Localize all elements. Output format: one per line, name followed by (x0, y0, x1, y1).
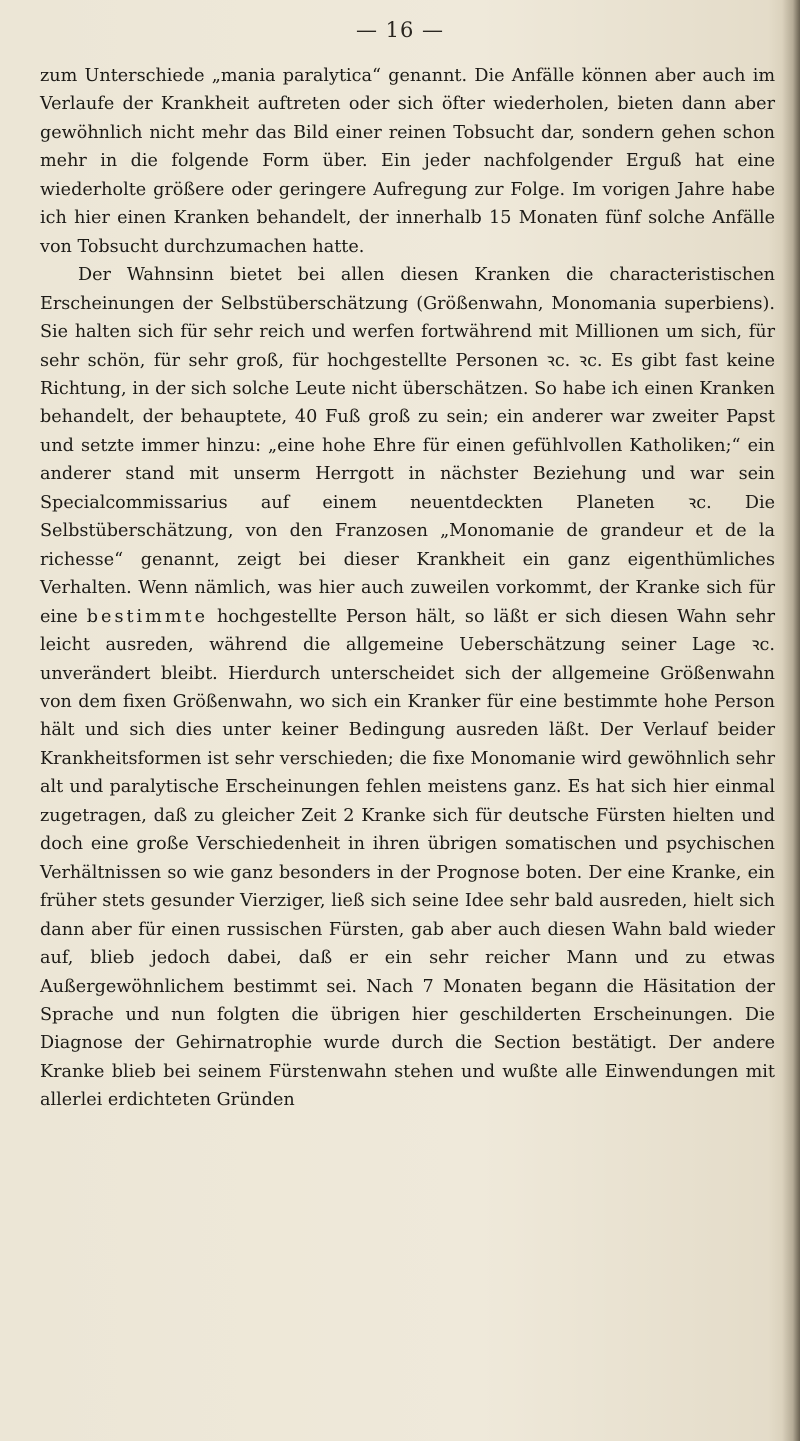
paragraph-2-text-a: Der Wahnsinn bietet bei allen diesen Kranken die characteristischen Erscheinungen der Selbstüberschätzung (Größenwahn, Monomania superbiens). Sie halten sich für sehr reich und werfen fortwährend mit Millionen um sich, für sehr schön, für sehr groß, für hochgestellte Personen ꝛc. ꝛc. Es gibt fast keine Richtung, in der sich solche Leute nicht überschätzen. So habe ich einen Kranken behandelt, der behauptete, 40 Fuß groß zu sein; ein anderer war zweiter Papst und setzte immer hinzu: „eine hohe Ehre für einen gefühlvollen Katholiken;“ ein anderer stand mit unserm Herrgott in nächster Beziehung und war sein Specialcommissarius auf einem neuentdeckten Planeten ꝛc. Die Selbstüberschätzung, von den Franzosen „Monomanie de grandeur et de la richesse“ genannt, zeigt bei dieser Krankheit ein ganz eigenthümliches Verhalten. Wenn nämlich, was hier auch zuweilen vorkommt, der Kranke sich für eine (40, 265, 775, 627)
paragraph-2 (40, 261, 775, 1115)
paragraph-1 (40, 62, 775, 261)
page-number: — 16 — (355, 18, 445, 42)
body-text (40, 62, 775, 1115)
emphasized-word: bestimmte (86, 606, 209, 627)
paragraph-2-text-b: hochgestellte Person hält, so läßt er sich diesen Wahn sehr leicht ausreden, während die allgemeine Ueberschätzung seiner Lage ꝛc. unverändert bleibt. Hierdurch unterscheidet sich der allgemeine Größenwahn von dem fixen Größenwahn, wo sich ein Kranker für eine bestimmte hohe Person hält und sich dies unter keiner Bedingung ausreden läßt. Der Verlauf beider Krankheitsformen ist sehr verschieden; die fixe Monomanie wird gewöhnlich sehr alt und paralytische Erscheinungen fehlen meistens ganz. Es hat sich hier einmal zugetragen, daß zu gleicher Zeit 2 Kranke sich für deutsche Fürsten hielten und doch eine große Verschiedenheit in ihren übrigen somatischen und psychischen Verhältnissen so wie ganz besonders in der Prognose boten. Der eine Kranke, ein früher stets gesunder Vierziger, ließ sich seine Idee sehr bald ausreden, hielt sich dann aber für einen russischen Fürsten, gab aber auch diesen Wahn bald wieder auf, blieb jedoch dabei, daß er ein sehr reicher Mann und zu etwas Außergewöhnlichem bestimmt sei. Nach 7 Monaten begann die Häsitation der Sprache und nun folgten die übrigen hier geschilderten Erscheinungen. Die Diagnose der Gehirnatrophie wurde durch die Section bestätigt. Der andere Kranke blieb bei seinem Fürstenwahn stehen und wußte alle Einwendungen mit allerlei erdichteten Gründen (40, 606, 775, 1111)
paragraph-1-text: zum Unterschiede „mania paralytica“ genannt. Die Anfälle können aber auch im Verlaufe der Krankheit auftreten oder sich öfter wiederholen, bieten dann aber gewöhnlich nicht mehr das Bild einer reinen Tobsucht dar, sondern gehen schon mehr in die folgende Form über. Ein jeder nachfolgender Erguß hat eine wiederholte größere oder geringere Aufregung zur Folge. Im vorigen Jahre habe ich hier einen Kranken behandelt, der innerhalb 15 Monaten fünf solche Anfälle von Tobsucht durchzumachen hatte. (40, 66, 775, 257)
page-edge-shadow (782, 0, 800, 1441)
